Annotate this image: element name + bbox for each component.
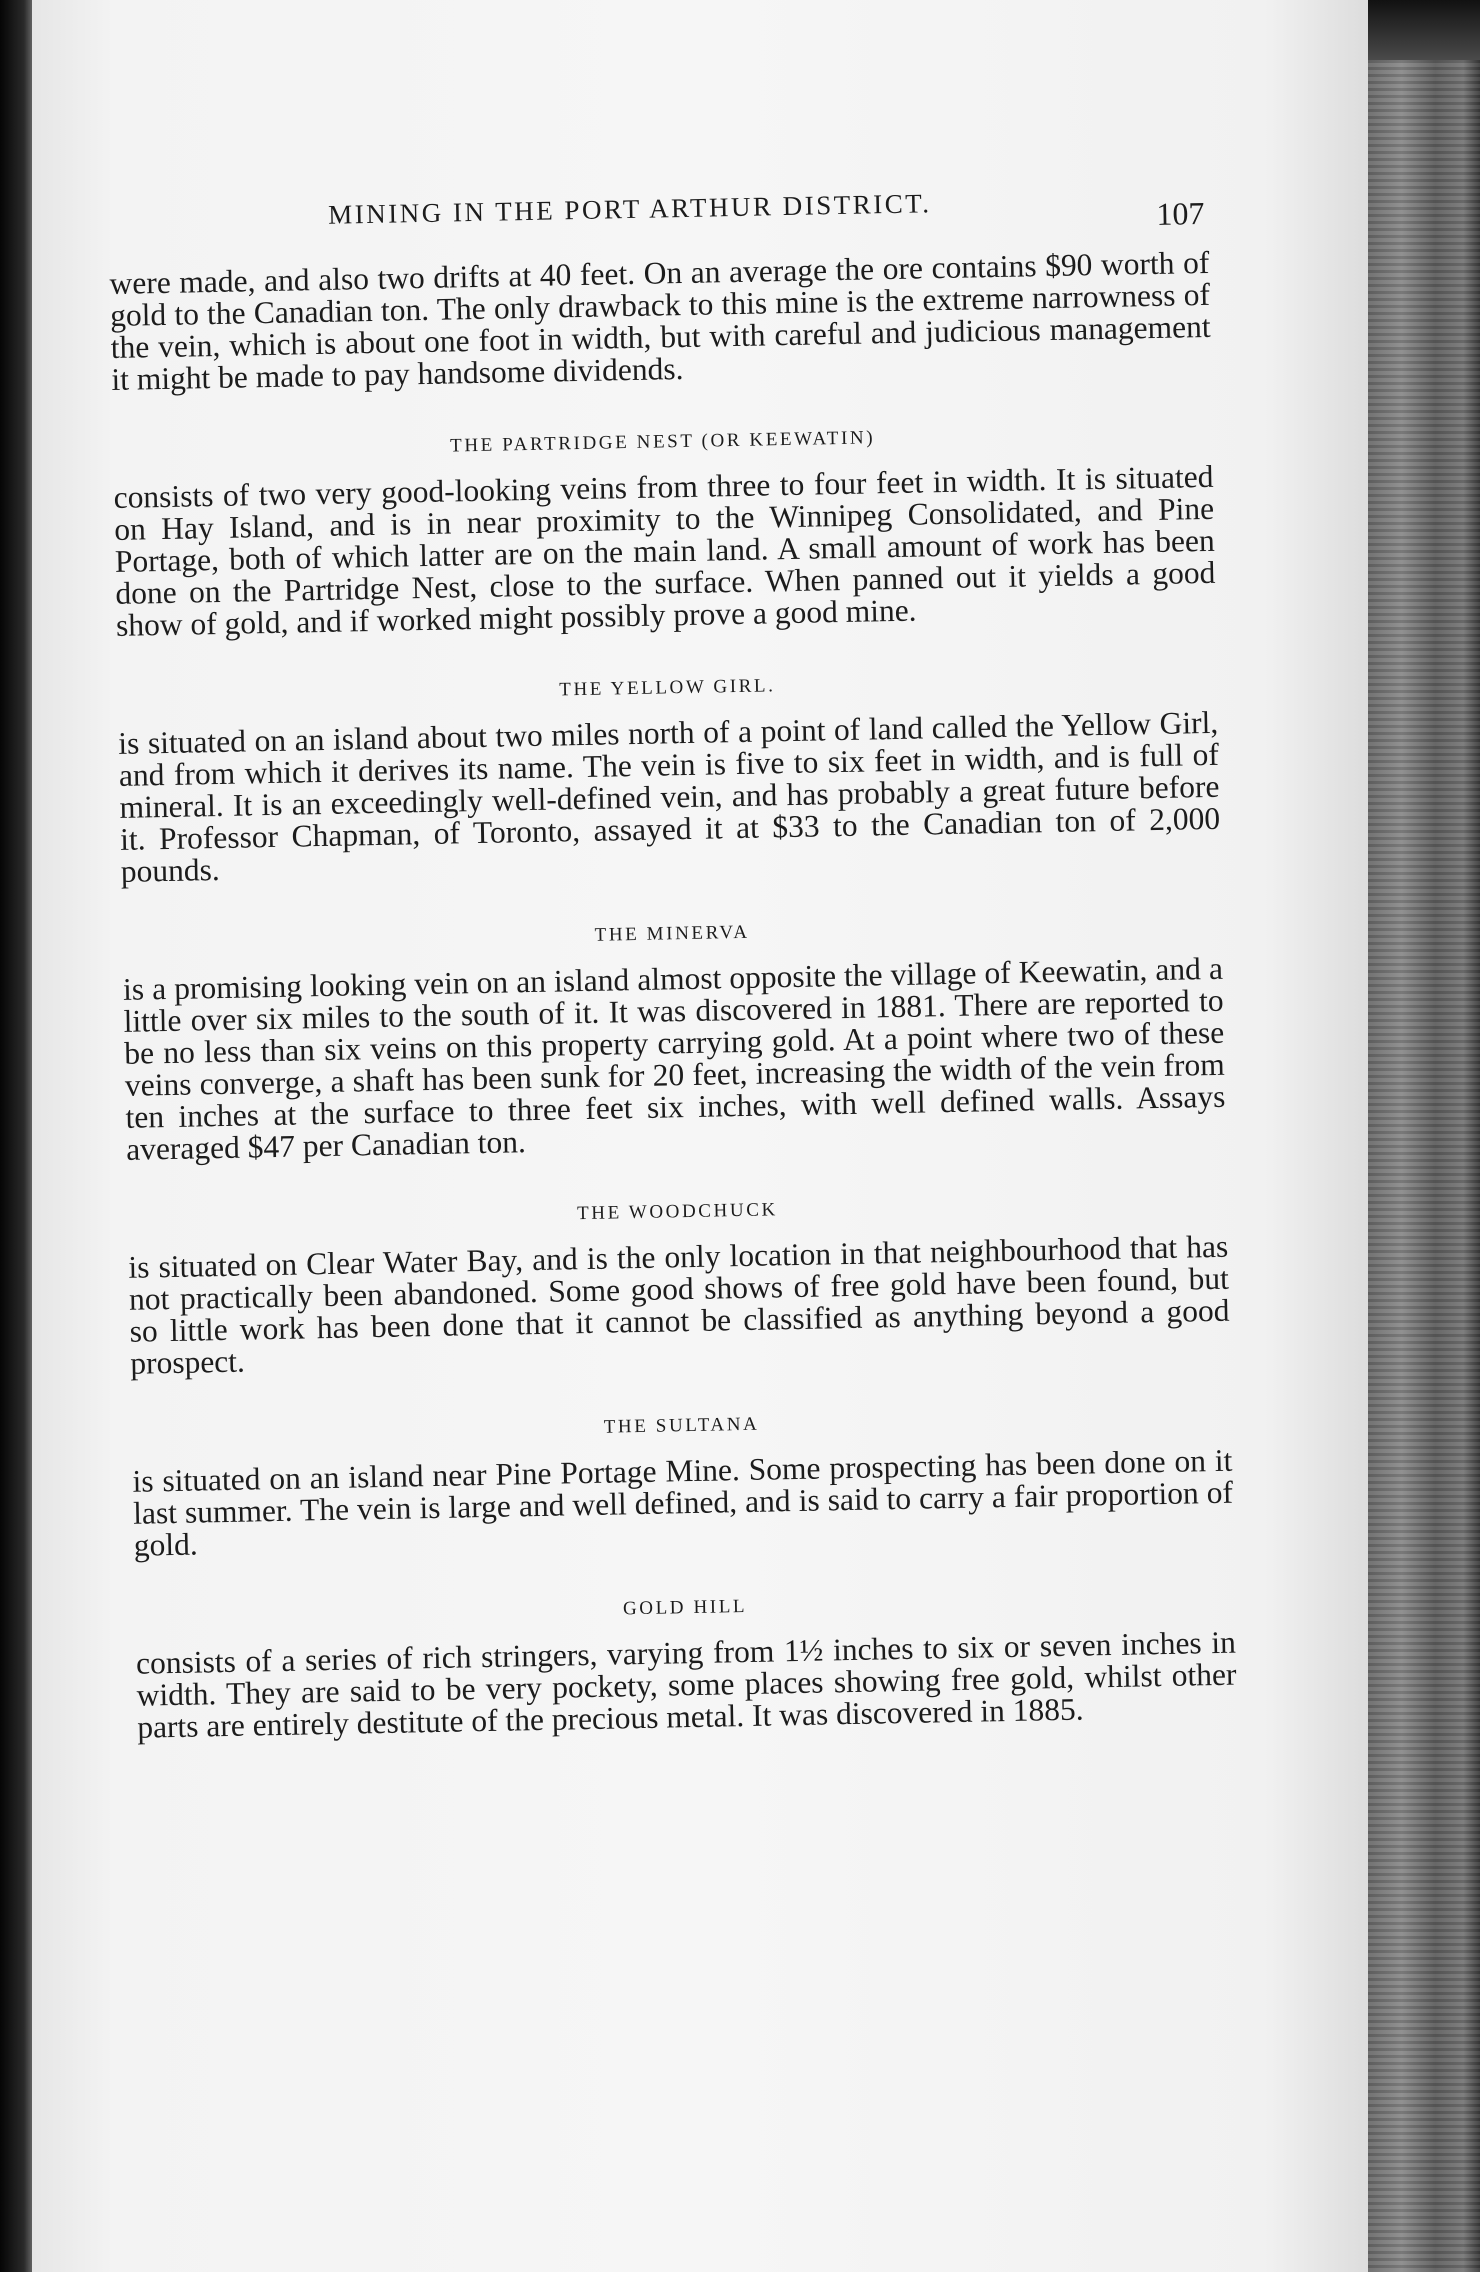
section-yellow-girl	[117, 667, 1221, 888]
section-heading: GOLD HILL	[622, 1595, 748, 1620]
page-number: 107	[1156, 194, 1205, 232]
page-stack-edge	[1368, 60, 1480, 2272]
running-title: MINING IN THE PORT ARTHUR DISTRICT.	[327, 188, 932, 230]
section-paragraph: is situated on an island near Pine Portage Mine. Some prospecting has been done on it last summer. The vein is large and well defined, and is said to carry a fair proportion of gold.	[132, 1442, 1234, 1563]
section-paragraph: is situated on Clear Water Bay, and is the only location in that neighbourhood that has not practically been abandoned. Some good shows of free gold have been found, but so little work has been done that it cannot be classified as anything beyond a good prospect.	[128, 1228, 1230, 1381]
section-heading: THE MINERVA	[594, 921, 750, 946]
page-text-block	[108, 183, 1237, 1744]
section-heading: THE SULTANA	[603, 1413, 760, 1438]
section-sultana	[131, 1405, 1233, 1562]
section-minerva	[122, 913, 1226, 1166]
intro-paragraph: were made, and also two drifts at 40 feet. On an average the ore contains $90 worth of gold to the Canadian ton. The only drawback to this mine is the extreme narrowness of the vein, which is about one foot in width, but with careful and judicious management it might be made to pay handsome dividends.	[109, 244, 1211, 397]
section-heading: THE YELLOW GIRL.	[559, 675, 776, 701]
section-gold-hill	[135, 1587, 1237, 1744]
section-heading: THE WOODCHUCK	[576, 1199, 779, 1225]
section-heading: THE PARTRIDGE NEST (OR KEEWATIN)	[449, 427, 876, 457]
section-paragraph: consists of a series of rich stringers, varying from 1½ inches to six or seven inches in width. They are said to be very pockety, some places showing free gold, whilst other parts are entirely destitute of the precious metal. It was discovered in 1885.	[135, 1624, 1237, 1745]
scan-border-top-right	[1368, 0, 1480, 60]
section-partridge-nest	[113, 421, 1217, 642]
section-paragraph: is situated on an island about two miles north of a point of land called the Yellow Girl, and from which it derives its name. The vein is five to six feet in width, and is full of mineral. It is an exceedingly well-defined vein, and has probably a great future before it. Professor Chapman, of Toronto, assayed it at $33 to the Canadian ton of 2,000 pounds.	[118, 704, 1221, 889]
section-paragraph: consists of two very good-looking veins from three to four feet in width. It is situated on Hay Island, and is in near proximity to the Winnipeg Consolidated, and Pine Portage, both of which latter are on the main land. A small amount of work has been done on the Partridge Nest, close to the surface. When panned out it yields a good show of gold, and if worked might possibly prove a good mine.	[113, 458, 1216, 643]
section-paragraph: is a promising looking vein on an island almost opposite the village of Keewatin, and a little over six miles to the south of it. It was discovered in 1881. There are reported to be no less than six veins on this property carrying gold. At a point where two of these veins converge, a shaft has been sunk for 20 feet, increasing the width of the vein from ten inches at the surface to three feet six inches, with well defined walls. Assays averaged $47 per Canadian ton.	[122, 950, 1226, 1167]
section-woodchuck	[127, 1191, 1230, 1380]
